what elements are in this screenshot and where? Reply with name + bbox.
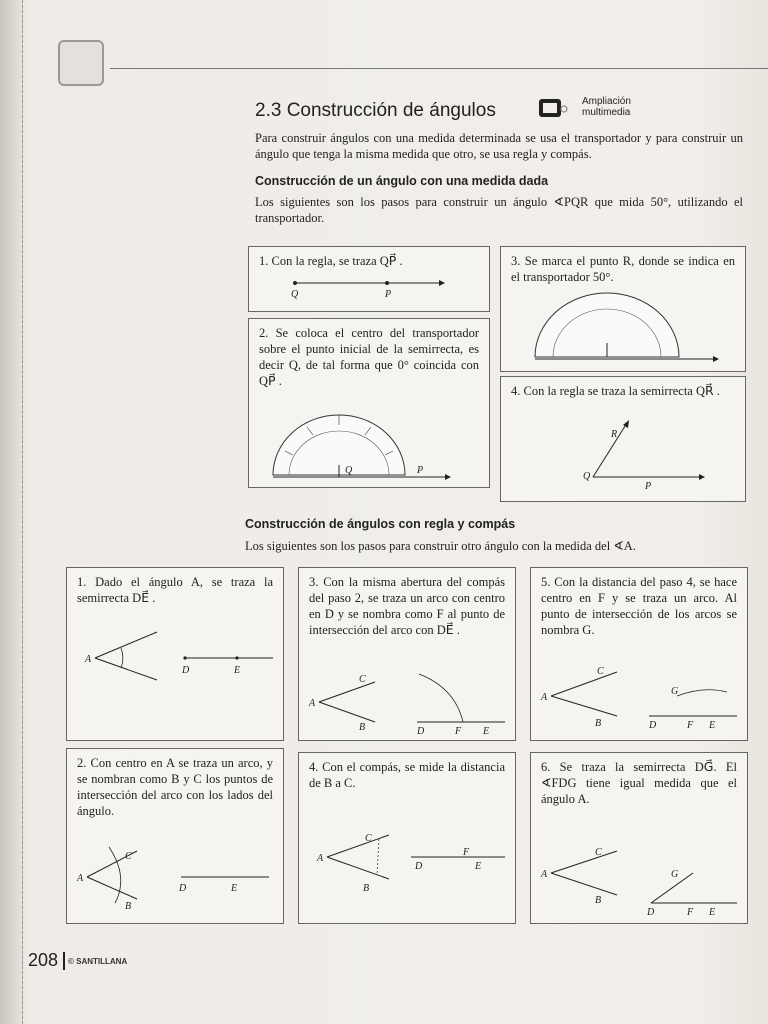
label-c: C bbox=[595, 847, 602, 858]
compass-step-6 bbox=[530, 752, 748, 924]
section-title bbox=[255, 100, 496, 122]
label-e: E bbox=[475, 861, 482, 872]
label-a: A bbox=[85, 654, 92, 665]
label-p: P bbox=[417, 465, 424, 476]
arc-f-figure bbox=[305, 668, 511, 738]
label-d: D bbox=[649, 720, 657, 731]
page-number: 208 bbox=[28, 950, 59, 970]
protractor-placement-figure bbox=[267, 407, 477, 483]
final-angle-figure bbox=[537, 843, 743, 917]
part2-paragraph: Los siguientes son los pasos para construir otro ángulo con la medida del ∢A. bbox=[245, 539, 636, 553]
label-q: Q bbox=[345, 465, 353, 476]
label-c: C bbox=[359, 674, 366, 685]
part1-heading: Construcción de un ángulo con una medida dada bbox=[255, 174, 549, 188]
step-text: 5. Con la distancia del paso 4, se hace centro en F y se traza un arco. Al punto de intersección de los arcos se nombra G. bbox=[541, 575, 737, 637]
compass-step-5 bbox=[530, 567, 748, 741]
part2-heading: Construcción de ángulos con regla y compás bbox=[245, 517, 516, 531]
label-b: B bbox=[363, 883, 370, 894]
label-d: D bbox=[647, 907, 655, 917]
label-d: D bbox=[179, 883, 187, 894]
label-q: Q bbox=[291, 289, 299, 300]
label-f: F bbox=[455, 726, 462, 737]
distance-bc-figure bbox=[305, 827, 511, 897]
angle-pqr-figure bbox=[571, 417, 731, 497]
step-text: 1. Con la regla, se traza QP⃗ . bbox=[259, 254, 403, 268]
compass-step-1 bbox=[66, 567, 284, 741]
chapter-logo-icon bbox=[58, 40, 104, 86]
label-d: D bbox=[182, 665, 190, 676]
label-f: F bbox=[687, 720, 694, 731]
label-f: F bbox=[463, 847, 470, 858]
step-text: 4. Con la regla se traza la semirrecta QR⃗ . bbox=[511, 384, 720, 398]
step-text: 6. Se traza la semirrecta DG⃗. El ∢FDG tiene igual medida que el ángulo A. bbox=[541, 760, 737, 806]
arc-bc-figure bbox=[73, 837, 277, 917]
protractor-step-1 bbox=[248, 246, 490, 312]
page-binding bbox=[0, 0, 23, 1024]
multimedia-label-line1: Ampliación bbox=[582, 96, 631, 107]
arc-g-figure bbox=[537, 664, 743, 734]
publisher-brand: © SANTILLANA bbox=[68, 957, 128, 966]
label-d: D bbox=[417, 726, 425, 737]
section-title-text: Construcción de ángulos bbox=[286, 100, 496, 121]
label-a: A bbox=[77, 873, 84, 884]
intro-paragraph: Para construir ángulos con una medida determinada se usa el transportador y para construir un ángulo que tenga la misma medida que otro, se usa regla y compás. bbox=[255, 131, 743, 161]
compass-step-3 bbox=[298, 567, 516, 741]
label-e: E bbox=[483, 726, 490, 737]
protractor-step-4 bbox=[500, 376, 746, 502]
label-a: A bbox=[541, 692, 548, 703]
label-b: B bbox=[359, 722, 366, 733]
label-b: B bbox=[125, 901, 132, 912]
label-b: B bbox=[595, 895, 602, 906]
step-text: 3. Con la misma abertura del compás del paso 2, se traza un arco con centro en D y se nombra como F al punto de intersección del arco con DE⃗ . bbox=[309, 575, 505, 637]
ray-qp-figure bbox=[269, 275, 469, 305]
label-p: P bbox=[645, 481, 652, 492]
footer-divider bbox=[63, 952, 65, 970]
label-a: A bbox=[541, 869, 548, 880]
protractor-mark-figure bbox=[529, 287, 729, 367]
compass-step-4 bbox=[298, 752, 516, 924]
protractor-step-2 bbox=[248, 318, 490, 488]
multimedia-label-line2: multimedia bbox=[582, 107, 631, 118]
compass-step-2 bbox=[66, 748, 284, 924]
step-text: 4. Con el compás, se mide la distancia de B a C. bbox=[309, 760, 505, 790]
label-q: Q bbox=[583, 471, 591, 482]
multimedia-label[interactable] bbox=[582, 96, 631, 118]
label-e: E bbox=[231, 883, 238, 894]
header-rule bbox=[110, 68, 768, 69]
protractor-step-3 bbox=[500, 246, 746, 372]
label-d: D bbox=[415, 861, 423, 872]
label-c: C bbox=[125, 851, 132, 862]
step-text: 3. Se marca el punto R, donde se indica en el transportador 50°. bbox=[511, 254, 735, 284]
given-angle-figure bbox=[77, 618, 277, 728]
label-c: C bbox=[365, 833, 372, 844]
multimedia-icon[interactable] bbox=[538, 97, 568, 121]
label-a: A bbox=[309, 698, 316, 709]
part1-paragraph: Los siguientes son los pasos para construir un ángulo ∢PQR que mida 50°, utilizando el transportador. bbox=[255, 195, 743, 225]
step-text: 2. Se coloca el centro del transportador sobre el punto inicial de la semirrecta, es decir Q, de tal forma que 0° coincida con QP⃗ . bbox=[259, 326, 479, 388]
label-e: E bbox=[234, 665, 241, 676]
step-text: 2. Con centro en A se traza un arco, y se nombran como B y C los puntos de intersección del arco con los lados del ángulo. bbox=[77, 756, 273, 818]
label-p: P bbox=[385, 289, 392, 300]
label-r: R bbox=[611, 429, 618, 440]
section-number: 2.3 bbox=[255, 100, 282, 121]
label-g: G bbox=[671, 686, 679, 697]
label-g: G bbox=[671, 869, 679, 880]
step-text: 1. Dado el ángulo A, se traza la semirrecta DE⃗ . bbox=[77, 575, 273, 605]
label-b: B bbox=[595, 718, 602, 729]
label-a: A bbox=[317, 853, 324, 864]
label-c: C bbox=[597, 666, 604, 677]
label-e: E bbox=[709, 720, 716, 731]
label-f: F bbox=[687, 907, 694, 917]
label-e: E bbox=[709, 907, 716, 917]
